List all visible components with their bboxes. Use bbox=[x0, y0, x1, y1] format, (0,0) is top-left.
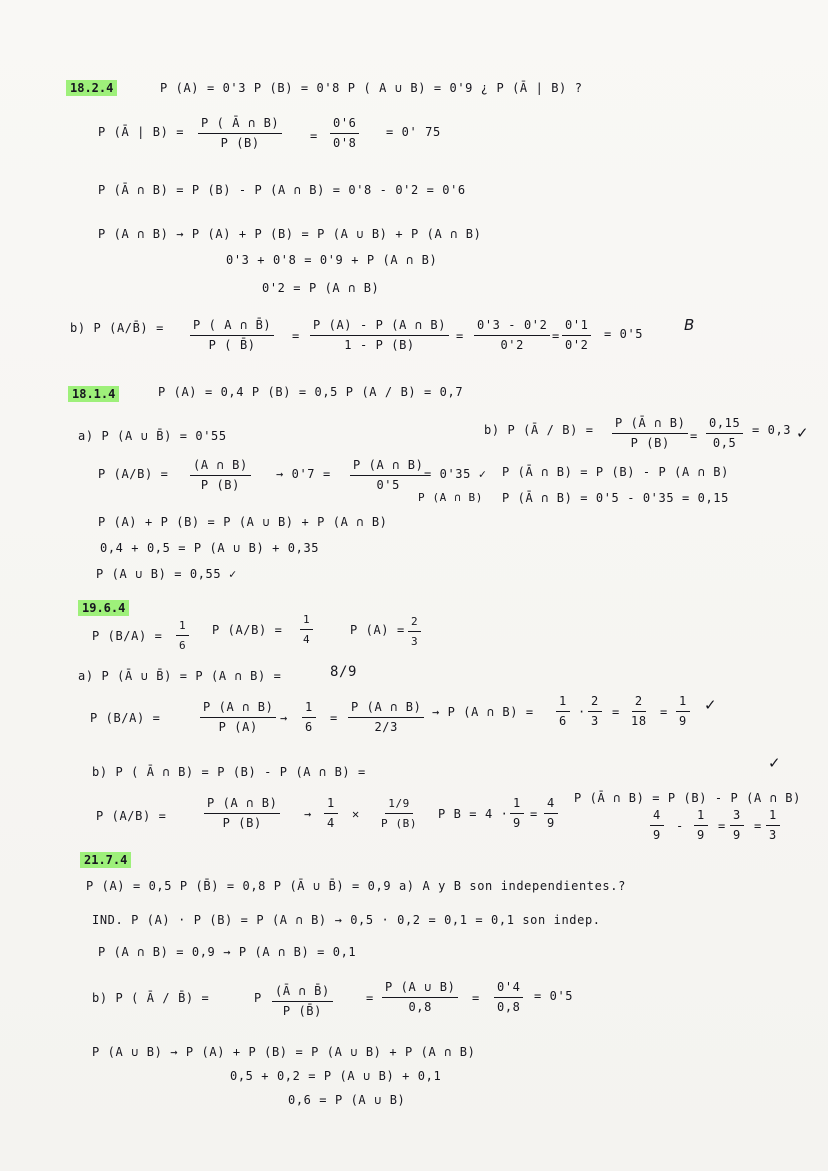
numerator: 2 bbox=[408, 614, 421, 632]
fraction bbox=[272, 984, 333, 1019]
denominator: 4 bbox=[303, 633, 311, 646]
fraction bbox=[544, 796, 558, 831]
denominator: 0,5 bbox=[712, 436, 737, 450]
numerator: 4 bbox=[650, 808, 664, 826]
result: = 0'35 ✓ bbox=[424, 467, 487, 481]
result-text: P B = 4 · bbox=[438, 807, 509, 821]
fraction bbox=[556, 694, 570, 729]
denominator: P (A) bbox=[218, 720, 258, 734]
margin-mark: B bbox=[684, 316, 695, 334]
result-text: → P (A ∩ B) = bbox=[432, 705, 534, 719]
part-b-line: b) P ( Ā ∩ B) = P (B) - P (A ∩ B) = bbox=[92, 765, 366, 779]
numerator: 0'6 bbox=[330, 116, 359, 134]
note: P (A ∩ B) bbox=[418, 491, 484, 504]
numerator: (Ā ∩ B̄) bbox=[272, 984, 333, 1002]
denominator: P (B) bbox=[220, 136, 260, 150]
part-b-lhs: b) P (Ā / B) = bbox=[484, 423, 594, 437]
denominator: 9 bbox=[547, 816, 555, 830]
numerator: 0'4 bbox=[494, 980, 523, 998]
fraction bbox=[494, 980, 523, 1015]
exercise-heading: 19.6.4 bbox=[78, 600, 129, 616]
denominator: 18 bbox=[631, 714, 647, 728]
numerator: P (A ∩ B) bbox=[348, 700, 424, 718]
denominator: 4 bbox=[327, 816, 335, 830]
part-a-line: a) P (Ā ∪ B̄) = P (A ∩ B) = bbox=[78, 669, 282, 683]
denominator: 6 bbox=[559, 714, 567, 728]
formula-line: 0,5 + 0,2 = P (A ∪ B) + 0,1 bbox=[230, 1069, 442, 1083]
fraction bbox=[200, 700, 276, 735]
equals-sign: = bbox=[754, 819, 762, 833]
numerator: 0,15 bbox=[706, 416, 743, 434]
fraction bbox=[730, 808, 744, 843]
numerator: 1 bbox=[694, 808, 708, 826]
check-mark: ✓ bbox=[796, 424, 809, 442]
denominator: 0'8 bbox=[333, 136, 357, 150]
numerator: 2 bbox=[588, 694, 602, 712]
numerator: 1 bbox=[176, 618, 189, 636]
given-label: P (A/B) = bbox=[212, 623, 283, 637]
numerator: P (A) - P (A ∩ B) bbox=[310, 318, 449, 336]
arrow: → bbox=[304, 807, 312, 821]
denominator: 6 bbox=[179, 639, 187, 652]
fraction bbox=[330, 116, 359, 151]
numerator: 1 bbox=[324, 796, 338, 814]
exercise-heading: 18.1.4 bbox=[68, 386, 119, 402]
exercise-heading: 18.2.4 bbox=[66, 80, 117, 96]
equals-sign: = bbox=[552, 329, 560, 343]
numerator: P ( Ā ∩ B) bbox=[198, 116, 282, 134]
formula-line: 0,4 + 0,5 = P (A ∪ B) + 0,35 bbox=[100, 541, 320, 555]
denominator: 9 bbox=[653, 828, 661, 842]
arrow-text: → 0'7 = bbox=[276, 467, 331, 481]
fraction bbox=[190, 318, 274, 353]
result: = 0' 75 bbox=[386, 125, 441, 139]
fraction bbox=[474, 318, 550, 353]
fraction bbox=[562, 318, 591, 353]
denominator: P (B) bbox=[630, 436, 670, 450]
denominator: 3 bbox=[411, 635, 419, 648]
exercise-heading: 21.7.4 bbox=[80, 852, 131, 868]
fraction bbox=[324, 796, 338, 831]
numerator: 1 bbox=[676, 694, 690, 712]
formula-lhs: P (A/B) = bbox=[96, 809, 167, 823]
numerator: 1 bbox=[302, 700, 316, 718]
denominator: 0'2 bbox=[565, 338, 589, 352]
formula-line: P (Ā ∩ B) = 0'5 - 0'35 = 0,15 bbox=[502, 491, 729, 505]
arrow: → bbox=[280, 711, 288, 725]
fraction bbox=[408, 614, 421, 649]
formula-line: P (A ∪ B) = 0,55 ✓ bbox=[96, 567, 237, 581]
check-mark: ✓ bbox=[704, 696, 717, 714]
formula-text: P bbox=[254, 991, 262, 1005]
numerator: 1 bbox=[510, 796, 524, 814]
equals-sign: = bbox=[690, 429, 698, 443]
fraction bbox=[310, 318, 449, 353]
equals-sign: = bbox=[292, 329, 300, 343]
formula-line: 0,6 = P (A ∪ B) bbox=[288, 1093, 406, 1107]
fraction bbox=[382, 980, 458, 1015]
numerator: P (A ∩ B) bbox=[350, 458, 426, 476]
part-b-lhs: b) P (A/B̄) = bbox=[70, 321, 164, 335]
formula-line: P (Ā ∩ B) = P (B) - P (A ∩ B) = 0'8 - 0'2 = 0'6 bbox=[98, 183, 466, 197]
equals-sign: = bbox=[718, 819, 726, 833]
fraction bbox=[676, 694, 690, 729]
numerator: 0'3 - 0'2 bbox=[474, 318, 550, 336]
result: = 0'5 bbox=[604, 327, 644, 341]
fraction bbox=[198, 116, 282, 151]
formula-line: IND. P (A) · P (B) = P (A ∩ B) → 0,5 · 0,2 = 0,1 = 0,1 son indep. bbox=[92, 913, 601, 927]
denominator: P (B̄) bbox=[282, 1004, 322, 1018]
fraction bbox=[612, 416, 688, 451]
denominator: 0,8 bbox=[497, 1000, 521, 1014]
formula-line: P (A ∩ B) → P (A) + P (B) = P (A ∪ B) + P (A ∩ B) bbox=[98, 227, 482, 241]
denominator: 0,8 bbox=[408, 1000, 432, 1014]
numerator: 2 bbox=[632, 694, 646, 712]
denominator: 3 bbox=[769, 828, 777, 842]
cross-mark: ✕ bbox=[352, 807, 360, 821]
denominator: 0'2 bbox=[500, 338, 524, 352]
fraction bbox=[628, 694, 650, 729]
equals-sign: = bbox=[660, 705, 668, 719]
denominator: 9 bbox=[697, 828, 705, 842]
fraction bbox=[510, 796, 524, 831]
numerator: P ( A ∩ B̄) bbox=[190, 318, 274, 336]
numerator: 0'1 bbox=[562, 318, 591, 336]
denominator: 2/3 bbox=[374, 720, 398, 734]
result: = 0'5 bbox=[534, 989, 574, 1003]
fraction bbox=[378, 796, 420, 831]
result: = 0,3 bbox=[752, 423, 792, 437]
denominator: P (B) bbox=[222, 816, 262, 830]
equals-sign: = bbox=[310, 129, 318, 143]
part-b-lhs: b) P ( Ā / B̄) = bbox=[92, 991, 210, 1005]
numerator: 3 bbox=[730, 808, 744, 826]
fraction bbox=[650, 808, 664, 843]
fraction bbox=[302, 700, 316, 735]
equals-sign: = bbox=[472, 991, 480, 1005]
given-line: P (A) = 0'3 P (B) = 0'8 P ( A ∪ B) = 0'9 ¿ P (Ā | B) ? bbox=[160, 81, 583, 95]
numerator: (A ∩ B) bbox=[190, 458, 251, 476]
numerator: P (Ā ∩ B) bbox=[612, 416, 688, 434]
numerator: 1/9 bbox=[385, 796, 413, 814]
part-a-line: a) P (A ∪ B̄) = 0'55 bbox=[78, 429, 227, 443]
formula-line: 0'2 = P (A ∩ B) bbox=[262, 281, 380, 295]
numerator: 1 bbox=[556, 694, 570, 712]
numerator: 1 bbox=[766, 808, 780, 826]
numerator: P (A ∩ B) bbox=[204, 796, 280, 814]
formula-line: P (A ∪ B) → P (A) + P (B) = P (A ∪ B) + P (A ∩ B) bbox=[92, 1045, 476, 1059]
formula-line: P (Ā ∩ B) = P (B) - P (A ∩ B) bbox=[574, 791, 801, 805]
given-label: P (B/A) = bbox=[92, 629, 163, 643]
fraction bbox=[190, 458, 251, 493]
result: 8/9 bbox=[330, 664, 358, 680]
equals-sign: = bbox=[612, 705, 620, 719]
numerator: P (A ∩ B) bbox=[200, 700, 276, 718]
given-line: P (A) = 0,5 P (B̄) = 0,8 P (Ā ∪ B̄) = 0,9 a) A y B son independientes.? bbox=[86, 879, 626, 893]
denominator: 6 bbox=[305, 720, 313, 734]
denominator: 0'5 bbox=[376, 478, 400, 492]
fraction bbox=[350, 458, 426, 493]
dot: · bbox=[578, 705, 586, 719]
equals-sign: = bbox=[530, 807, 538, 821]
denominator: 9 bbox=[679, 714, 687, 728]
denominator: P (B) bbox=[381, 817, 418, 830]
formula-line: P (A ∩ B) = 0,9 → P (A ∩ B) = 0,1 bbox=[98, 945, 357, 959]
numerator: 4 bbox=[544, 796, 558, 814]
equals-sign: = bbox=[330, 711, 338, 725]
numerator: 1 bbox=[300, 612, 313, 630]
fraction bbox=[766, 808, 780, 843]
formula-line: 0'3 + 0'8 = 0'9 + P (A ∩ B) bbox=[226, 253, 438, 267]
given-line: P (A) = 0,4 P (B) = 0,5 P (A / B) = 0,7 bbox=[158, 385, 464, 399]
formula-line: P (Ā ∩ B) = P (B) - P (A ∩ B) bbox=[502, 465, 729, 479]
check-mark: ✓ bbox=[768, 754, 781, 772]
fraction bbox=[348, 700, 424, 735]
equals-sign: = bbox=[456, 329, 464, 343]
numerator: P (A ∪ B) bbox=[382, 980, 458, 998]
fraction bbox=[588, 694, 602, 729]
formula-lhs: P (B/A) = bbox=[90, 711, 161, 725]
denominator: 9 bbox=[513, 816, 521, 830]
denominator: P ( B̄) bbox=[208, 338, 256, 352]
denominator: P (B) bbox=[200, 478, 240, 492]
fraction bbox=[300, 612, 313, 647]
formula-lhs: P (Ā | B) = bbox=[98, 125, 185, 139]
denominator: 3 bbox=[591, 714, 599, 728]
equals-sign: = bbox=[366, 991, 374, 1005]
formula-line: P (A) + P (B) = P (A ∪ B) + P (A ∩ B) bbox=[98, 515, 388, 529]
formula-lhs: P (A/B) = bbox=[98, 467, 169, 481]
fraction bbox=[694, 808, 708, 843]
denominator: 1 - P (B) bbox=[344, 338, 415, 352]
given-label: P (A) = bbox=[350, 623, 405, 637]
fraction bbox=[706, 416, 743, 451]
fraction bbox=[176, 618, 189, 653]
minus-sign: - bbox=[676, 819, 684, 833]
denominator: 9 bbox=[733, 828, 741, 842]
fraction bbox=[204, 796, 280, 831]
